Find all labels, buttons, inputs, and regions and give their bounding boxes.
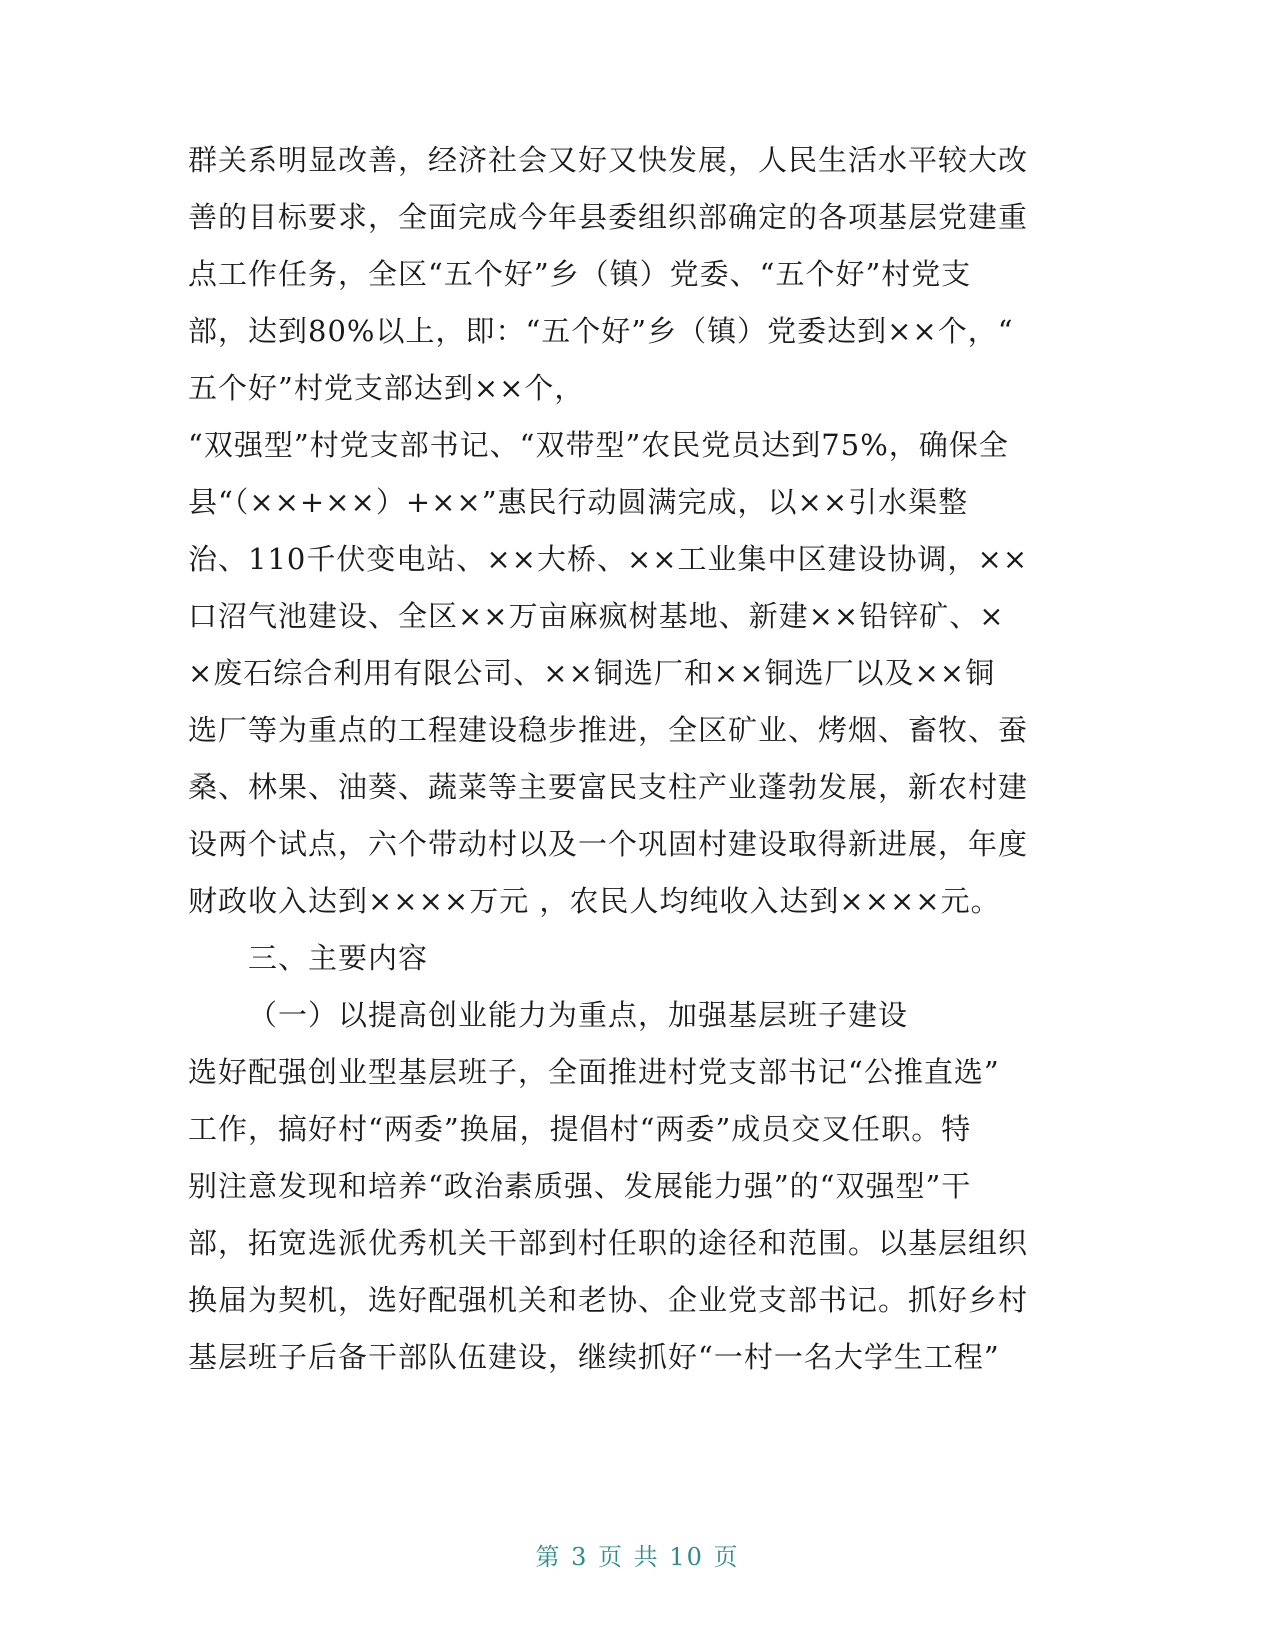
text-line: “双强型”村党支部书记、“双带型”农民党员达到75%，确保全 (188, 428, 1009, 462)
text-line: 桑、林果、油葵、蔬菜等主要富民支柱产业蓬勃发展，新农村建 (188, 770, 1029, 804)
text-line: 选厂等为重点的工程建设稳步推进，全区矿业、烤烟、畜牧、蚕 (188, 713, 1029, 747)
page-number-footer: 第 3 页 共 10 页 (535, 1543, 740, 1571)
text-line: 群关系明显改善，经济社会又好又快发展，人民生活水平较大改 (188, 143, 1029, 177)
text-line: 五个好”村党支部达到××个， (188, 371, 585, 405)
text-line: 换届为契机，选好配强机关和老协、企业党支部书记。抓好乡村 (188, 1283, 1029, 1317)
text-line: 财政收入达到××××万元 ，农民人均纯收入达到××××元。 (188, 884, 1001, 918)
text-line: 工作，搞好村“两委”换届，提倡村“两委”成员交叉任职。特 (188, 1112, 972, 1146)
text-line: 善的目标要求，全面完成今年县委组织部确定的各项基层党建重 (188, 200, 1029, 234)
text-line: ×废石综合利用有限公司、××铜选厂和××铜选厂以及××铜 (188, 656, 996, 690)
subsection-heading: （一）以提高创业能力为重点，加强基层班子建设 (248, 998, 909, 1032)
text-line: 点工作任务，全区“五个好”乡（镇）党委、“五个好”村党支 (188, 257, 972, 291)
text-line: 口沼气池建设、全区××万亩麻疯树基地、新建××铅锌矿、× (188, 599, 1005, 633)
text-line: 基层班子后备干部队伍建设，继续抓好“一村一名大学生工程” (188, 1340, 1000, 1374)
text-line: 治、110千伏变电站、××大桥、××工业集中区建设协调，×× (188, 542, 1029, 576)
text-line: 部，达到80%以上，即：“五个好”乡（镇）党委达到××个，“ (188, 314, 1014, 348)
text-line: 部，拓宽选派优秀机关干部到村任职的途径和范围。以基层组织 (188, 1226, 1029, 1260)
text-line: 设两个试点，六个带动村以及一个巩固村建设取得新进展，年度 (188, 827, 1029, 861)
text-line: 选好配强创业型基层班子，全面推进村党支部书记“公推直选” (188, 1055, 1000, 1089)
section-heading: 三、主要内容 (248, 941, 429, 975)
text-line: 别注意发现和培养“政治素质强、发展能力强”的“双强型”干 (188, 1169, 972, 1203)
text-line: 县“（××+××）+××”惠民行动圆满完成，以××引水渠整 (188, 485, 969, 519)
